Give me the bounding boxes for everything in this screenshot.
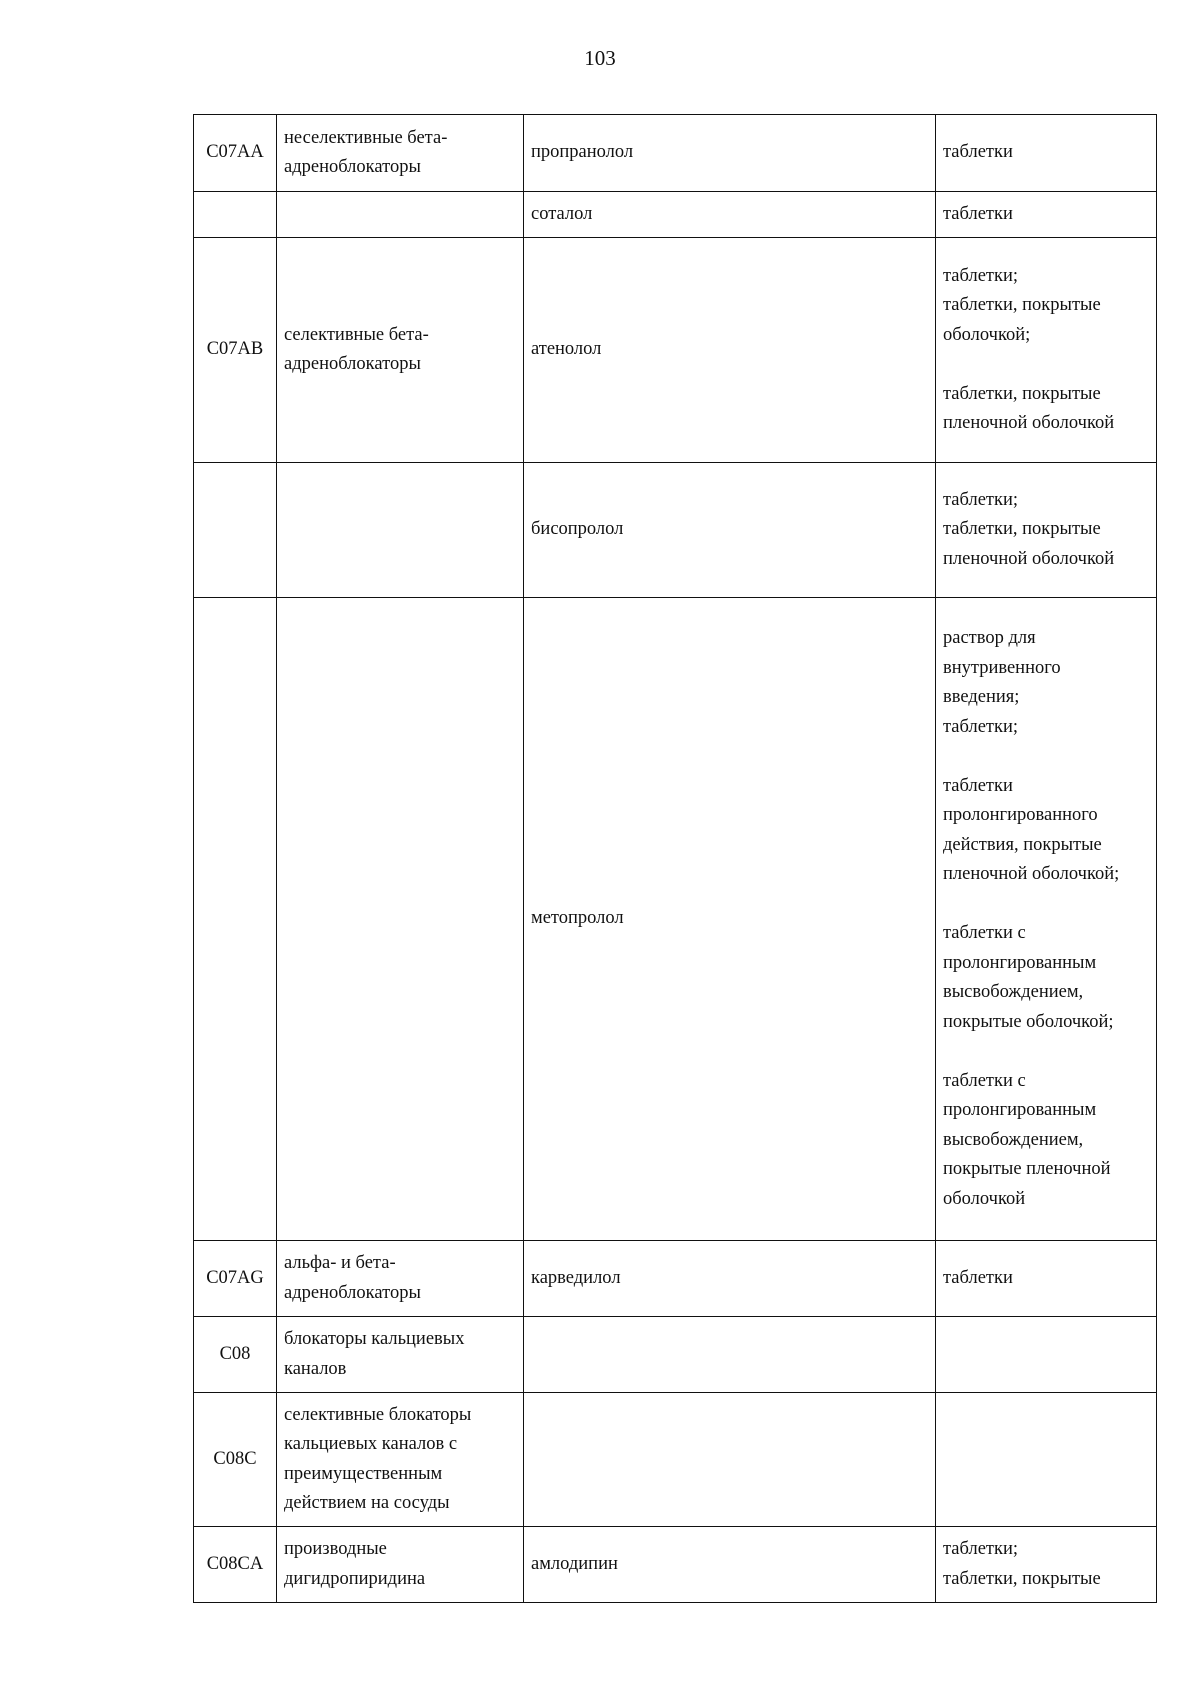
atc-code-cell	[194, 463, 277, 598]
group-name-cell: неселективные бета- адреноблокаторы	[277, 115, 524, 192]
atc-code-cell: C08C	[194, 1393, 277, 1527]
drug-name-cell: соталол	[524, 192, 936, 238]
dosage-form-cell	[936, 1393, 1157, 1527]
drug-name-cell: пропранолол	[524, 115, 936, 192]
group-name-cell	[277, 463, 524, 598]
drug-name-cell: бисопролол	[524, 463, 936, 598]
atc-code-cell: C07AB	[194, 238, 277, 463]
group-name-cell: альфа- и бета- адреноблокаторы	[277, 1241, 524, 1317]
group-name-cell	[277, 192, 524, 238]
drug-table	[193, 114, 1157, 1603]
dosage-form-cell	[936, 1317, 1157, 1393]
dosage-form-cell: таблетки	[936, 192, 1157, 238]
atc-code-cell: C08CA	[194, 1527, 277, 1603]
atc-code-cell	[194, 598, 277, 1241]
group-name-cell: блокаторы кальциевых каналов	[277, 1317, 524, 1393]
table-row	[194, 115, 1157, 192]
drug-name-cell: карведилол	[524, 1241, 936, 1317]
drug-name-cell: метопролол	[524, 598, 936, 1241]
page-number: 103	[584, 46, 616, 70]
drug-name-cell	[524, 1393, 936, 1527]
table-row	[194, 598, 1157, 1241]
group-name-cell: селективные блокаторы кальциевых каналов с преимущественным действием на сосуды	[277, 1393, 524, 1527]
dosage-form-cell: раствор для внутривенного введения; таблетки; таблетки пролонгированного действия, покрытые пленочной оболочкой; таблетки с пролонгированным высвобождением, покрытые оболочкой; таблетки с пролонгированным высвобождением, покрытые пленочной оболочкой	[936, 598, 1157, 1241]
atc-code-cell: C08	[194, 1317, 277, 1393]
dosage-form-cell: таблетки	[936, 115, 1157, 192]
table-row	[194, 463, 1157, 598]
table-row	[194, 192, 1157, 238]
table-row	[194, 1317, 1157, 1393]
dosage-form-cell: таблетки; таблетки, покрытые оболочкой; таблетки, покрытые пленочной оболочкой	[936, 238, 1157, 463]
atc-code-cell: C07AG	[194, 1241, 277, 1317]
table-row	[194, 238, 1157, 463]
group-name-cell: селективные бета- адреноблокаторы	[277, 238, 524, 463]
drug-name-cell: атенолол	[524, 238, 936, 463]
dosage-form-cell: таблетки; таблетки, покрытые	[936, 1527, 1157, 1603]
table-row	[194, 1393, 1157, 1527]
atc-code-cell	[194, 192, 277, 238]
atc-code-cell: C07AA	[194, 115, 277, 192]
dosage-form-cell: таблетки; таблетки, покрытые пленочной оболочкой	[936, 463, 1157, 598]
group-name-cell: производные дигидропиридина	[277, 1527, 524, 1603]
dosage-form-cell: таблетки	[936, 1241, 1157, 1317]
drug-name-cell	[524, 1317, 936, 1393]
group-name-cell	[277, 598, 524, 1241]
table-row	[194, 1241, 1157, 1317]
drug-name-cell: амлодипин	[524, 1527, 936, 1603]
table-row	[194, 1527, 1157, 1603]
